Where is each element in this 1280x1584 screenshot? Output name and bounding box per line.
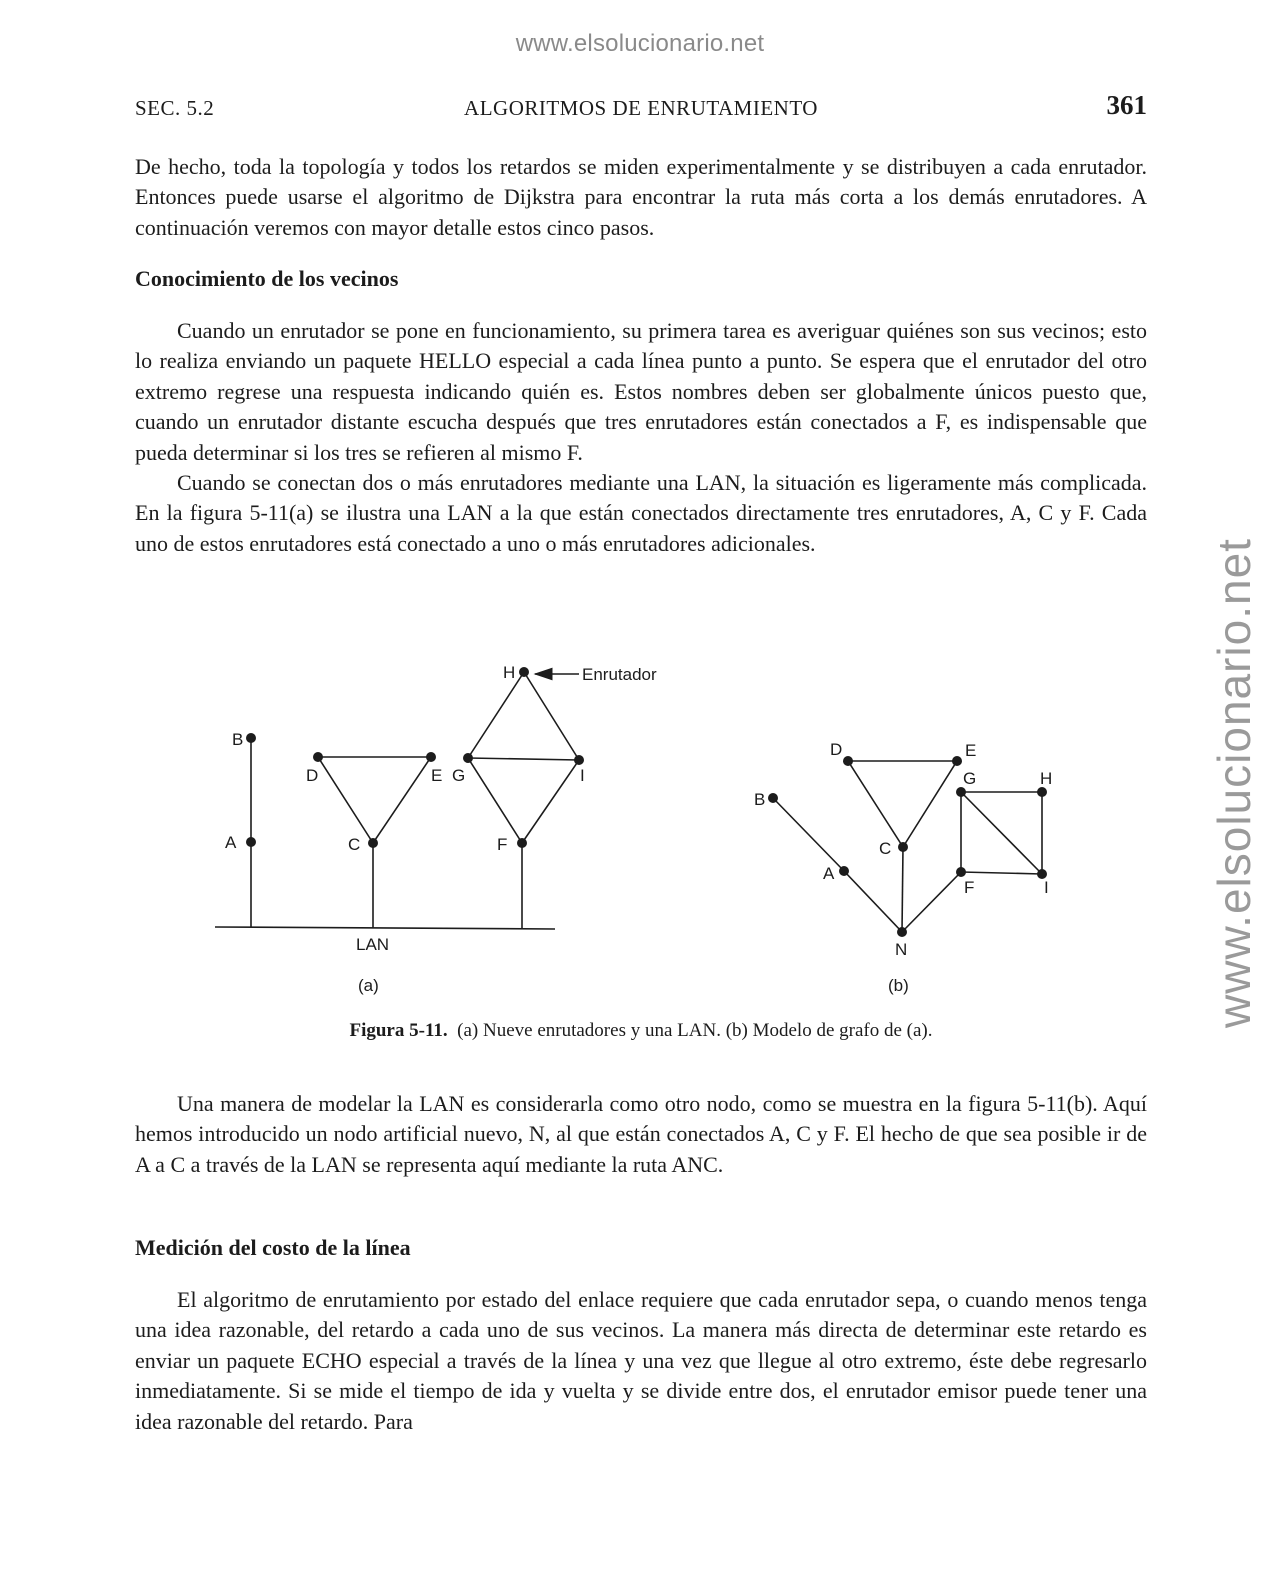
label-a-e: E: [431, 766, 443, 785]
section-heading-neighbors: Conocimiento de los vecinos: [135, 266, 399, 291]
lan-model-block: [135, 1089, 1147, 1180]
watermark-side-text: www.elsolucionario.net: [1208, 538, 1260, 1028]
section-number: SEC. 5.2: [135, 96, 215, 120]
edge-b-e-c: [903, 761, 957, 847]
label-b-g: G: [963, 769, 977, 788]
node-a-f: [517, 838, 527, 848]
node-a-c: [368, 838, 378, 848]
section-line-cost-body: [135, 1285, 1147, 1437]
node-b-f: [956, 867, 966, 877]
label-b-e: E: [965, 741, 977, 760]
paragraph-lan-model: Una manera de modelar la LAN es considerarla como otro nodo, como se muestra en la figura 5-11(b). Aquí hemos introducido un nodo artificial nuevo, N, al que están conectados A, C y F. El hecho de que sea posible ir de A a C a través de la LAN se representa aquí mediante la ruta ANC.: [135, 1091, 1147, 1177]
panel-a-edges: [215, 672, 579, 929]
node-b-e: [952, 756, 962, 766]
edge-g-f: [468, 758, 522, 843]
edge-g-i: [468, 758, 579, 760]
section-neighbors: [135, 264, 1147, 294]
node-b-n: [897, 927, 907, 937]
node-a-d: [313, 752, 323, 762]
edge-e-c: [373, 757, 431, 843]
caption-label: Figura 5-11.: [349, 1020, 448, 1041]
label-b-i: I: [1044, 878, 1049, 897]
node-a-e: [426, 752, 436, 762]
edge-b-f-i: [961, 872, 1042, 874]
node-a-h: [519, 667, 529, 677]
label-a-g: G: [452, 766, 466, 785]
running-head: [135, 90, 1147, 126]
label-b-h: H: [1040, 769, 1053, 788]
section-line-cost: [135, 1233, 1147, 1263]
node-a-i: [574, 755, 584, 765]
panel-a-label: (a): [358, 976, 379, 995]
paragraph-echo: El algoritmo de enrutamiento por estado del enlace requiere que cada enrutador sepa, o cuando menos tenga una idea razonable, del retardo a cada uno de sus vecinos. La manera más directa de determinar este retardo es enviar un paquete ECHO especial a través de la línea y una vez que llegue al otro extremo, éste debe regresarlo inmediatamente. Si se mide el tiempo de ida y vuelta y se divide entre dos, el enrutador emisor puede tener una idea razonable del retardo. Para: [135, 1287, 1147, 1434]
watermark-top: www.elsolucionario.net: [515, 30, 765, 57]
label-a-i: I: [580, 766, 585, 785]
page-number: 361: [1106, 90, 1147, 120]
edge-b-a-n: [844, 871, 902, 932]
edge-h-i: [524, 672, 579, 760]
edge-b-f-n: [902, 872, 961, 932]
node-b-d: [843, 756, 853, 766]
paragraph-lan: Cuando se conectan dos o más enrutadores mediante una LAN, la situación es ligeramente más complicada. En la figura 5-11(a) se ilustra una LAN a la que están conectados directamente tres enrutadores, A, C y F. Cada uno de estos enrutadores está conectado a uno o más enrutadores adicionales.: [135, 470, 1147, 556]
node-a-b: [246, 733, 256, 743]
label-b-d: D: [830, 740, 843, 759]
label-b-a: A: [823, 864, 835, 883]
label-b-n: N: [895, 940, 908, 959]
edge-b-g-i: [961, 792, 1042, 874]
label-b-b: B: [754, 790, 766, 809]
label-a-b: B: [232, 730, 244, 749]
node-a-g: [463, 753, 473, 763]
edge-h-g: [468, 672, 524, 758]
edge-b-d-c: [848, 761, 903, 847]
paragraph-hello: Cuando un enrutador se pone en funcionamiento, su primera tarea es averiguar quiénes son sus vecinos; esto lo realiza enviando un paquete HELLO especial a cada línea punto a punto. Se espera que el enrutador del otro extremo regrese una respuesta indicando quién es. Estos nombres deben ser globalmente únicos puesto que, cuando un enrutador distante escucha después que tres enrutadores están conectados a F, es indispensable que pueda determinar si los tres se refieren al mismo F.: [135, 318, 1147, 465]
section-heading-line-cost: Medición del costo de la línea: [135, 1235, 411, 1260]
label-b-f: F: [964, 878, 975, 897]
edge-d-c: [318, 757, 373, 843]
label-lan: LAN: [356, 935, 390, 954]
panel-a-labels: [225, 663, 657, 995]
intro-paragraph: De hecho, toda la topología y todos los retardos se miden experimentalmente y se distribuyen a cada enrutador. Entonces puede usarse el algoritmo de Dijkstra para encontrar la ruta más corta a los demás enrutadores. A continuación veremos con mayor detalle estos cinco pasos.: [135, 154, 1147, 240]
lan-bus-line: [215, 927, 555, 929]
label-a-h: H: [503, 663, 516, 682]
panel-b-label: (b): [888, 976, 909, 995]
label-b-c: C: [879, 839, 892, 858]
section-neighbors-body: [135, 316, 1147, 559]
label-a-f: F: [497, 835, 508, 854]
node-b-a: [839, 866, 849, 876]
caption-text: (a) Nueve enrutadores y una LAN. (b) Modelo de grafo de (a).: [457, 1020, 933, 1041]
panel-b-nodes: [768, 756, 1047, 937]
node-a-a: [246, 837, 256, 847]
label-router: Enrutador: [582, 665, 657, 684]
node-b-c: [898, 842, 908, 852]
running-title: ALGORITMOS DE ENRUTAMIENTO: [464, 96, 818, 120]
figure-caption: [135, 1020, 1147, 1042]
label-a-c: C: [348, 835, 361, 854]
edge-b-b-a: [773, 798, 844, 871]
node-b-b: [768, 793, 778, 803]
figure-5-11: [135, 650, 1147, 1050]
network-diagram: [135, 650, 1147, 1010]
intro-block: [135, 152, 1147, 243]
edge-b-c-n: [902, 847, 903, 932]
edge-i-f: [522, 760, 579, 843]
node-b-g: [956, 787, 966, 797]
label-a-a: A: [225, 833, 237, 852]
node-b-h: [1037, 787, 1047, 797]
label-a-d: D: [306, 766, 319, 785]
